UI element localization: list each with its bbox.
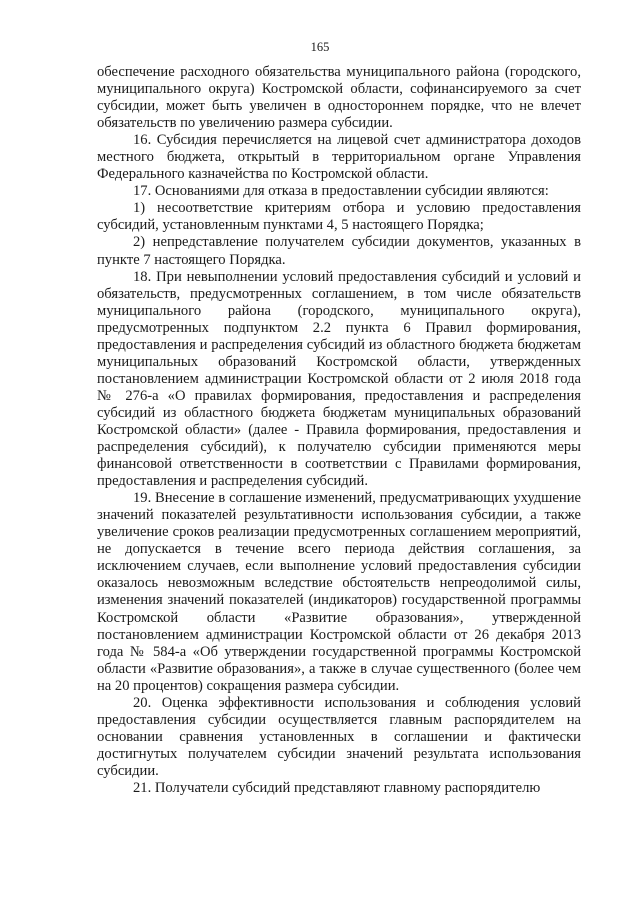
paragraph-20: 20. Оценка эффективности использования и соблюдения условий предоставления субсидии осуществляется главным распорядителем на основании сравнения установленных в соглашении и фактически достигнутых получателем субсидии значений результата использования субсидии. [97,694,581,779]
paragraph-15-continuation: обеспечение расходного обязательства муниципального района (городского, муниципального округа) Костромской области, софинансируемого за счет субсидии, может быть увеличен в одностороннем порядке, что не влечет обязательств по увеличению размера субсидии. [97,64,581,132]
paragraph-17-item-1: 1) несоответствие критериям отбора и условию предоставления субсидий, установленным пунктами 4, 5 настоящего Порядка; [97,200,581,234]
paragraph-17: 17. Основаниями для отказа в предоставлении субсидии являются: [133,183,549,200]
paragraph-21: 21. Получатели субсидий представляют главному распорядителю [133,779,541,796]
page-number: 165 [310,40,330,54]
paragraph-18: 18. При невыполнении условий предоставления субсидий и условий и обязательств, предусмотренных соглашением, в том числе обязательств муниципального района (городского, муниципального округа), предусмотренных подпунктом 2.2 пункта 6 Правил формирования, предоставления и распределения субсидий из областного бюджета бюджетам муниципальных образований Костромской области, утвержденных постановлением администрации Костромской области от 2 июля 2018 года № 276-а «О правилах формирования, предоставления и распределения субсидий из областного бюджета бюджетам муниципальных образований Костромской области» (далее - Правила формирования, предоставления и распределения субсидий), к получателю субсидии применяются меры финансовой ответственности в соответствии с Правилами формирования, предоставления и распределения субсидий. [97,268,581,490]
paragraph-16: 16. Субсидия перечисляется на лицевой счет администратора доходов местного бюджета, открытый в территориальном органе Управления Федерального казначейства по Костромской области. [97,132,581,183]
paragraph-17-item-2: 2) непредставление получателем субсидии документов, указанных в пункте 7 настоящего Порядка. [97,234,581,268]
paragraph-19: 19. Внесение в соглашение изменений, предусматривающих ухудшение значений показателей результативности использования субсидии, а также увеличение сроков реализации предусмотренных соглашением мероприятий, не допускается в течение всего периода действия соглашения, за исключением случаев, если выполнение условий предоставления субсидии оказалось невозможным вследствие обстоятельств непреодолимой силы, изменения значений показателей (индикаторов) государственной программы Костромской области «Развитие образования», утвержденной постановлением администрации Костромской области от 26 декабря 2013 года № 584-а «Об утверждении государственной программы Костромской области «Развитие образования», а также в случае существенного (более чем на 20 процентов) сокращения размера субсидии. [97,490,581,694]
document-body [97,64,581,797]
